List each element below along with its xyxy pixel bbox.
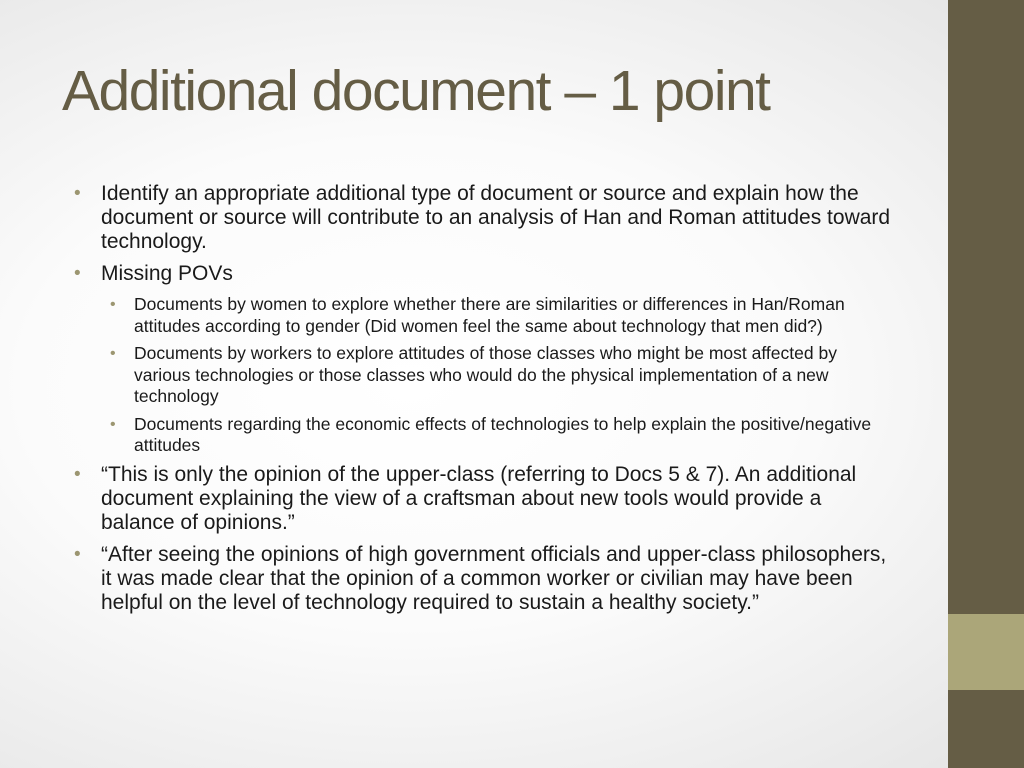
bullet-text: “After seeing the opinions of high government officials and upper-class philosophers, it was made clear that the opinion of a common worker or civilian may have been helpful on the level of technology required to sustain a healthy society.” [101,542,887,614]
sub-bullet-item [74,414,894,457]
bullet-item [74,543,894,615]
bullet-dot: • [74,263,81,284]
sub-bullet-item [74,294,894,337]
sub-bullet-item [74,343,894,408]
bullet-dot: • [74,543,81,565]
bullet-text: Missing POVs [101,262,233,285]
sub-bullet-text: Documents regarding the economic effects of technologies to help explain the positive/negative attitudes [134,413,872,455]
sub-bullet-dot: • [110,415,116,433]
bullet-text: Identify an appropriate additional type of document or source and explain how the document or source will contribute to an analysis of Han and Roman attitudes toward technology. [101,182,891,253]
bullet-text: “This is only the opinion of the upper-class (referring to Docs 5 & 7). An additional document explaining the view of a craftsman about new tools would provide a balance of opinions.” [101,462,857,534]
bullet-dot: • [74,183,81,204]
sub-bullet-dot: • [110,296,116,313]
bullet-item [74,182,894,254]
slide-title: Additional document – 1 point [62,59,770,123]
bullet-dot: • [74,463,81,485]
sidebar-accent-block [948,614,1024,690]
sub-bullet-dot: • [110,345,116,362]
sub-bullet-text: Documents by workers to explore attitudes of those classes who might be most affected by various technologies or those classes who would do the physical implementation of a new technology [134,343,837,406]
bullet-item [74,262,894,286]
slide-content [74,182,894,623]
bullet-item [74,463,894,535]
sub-bullet-text: Documents by women to explore whether there are similarities or differences in Han/Roman attitudes according to gender (Did women feel the same about technology that men did?) [134,294,845,336]
